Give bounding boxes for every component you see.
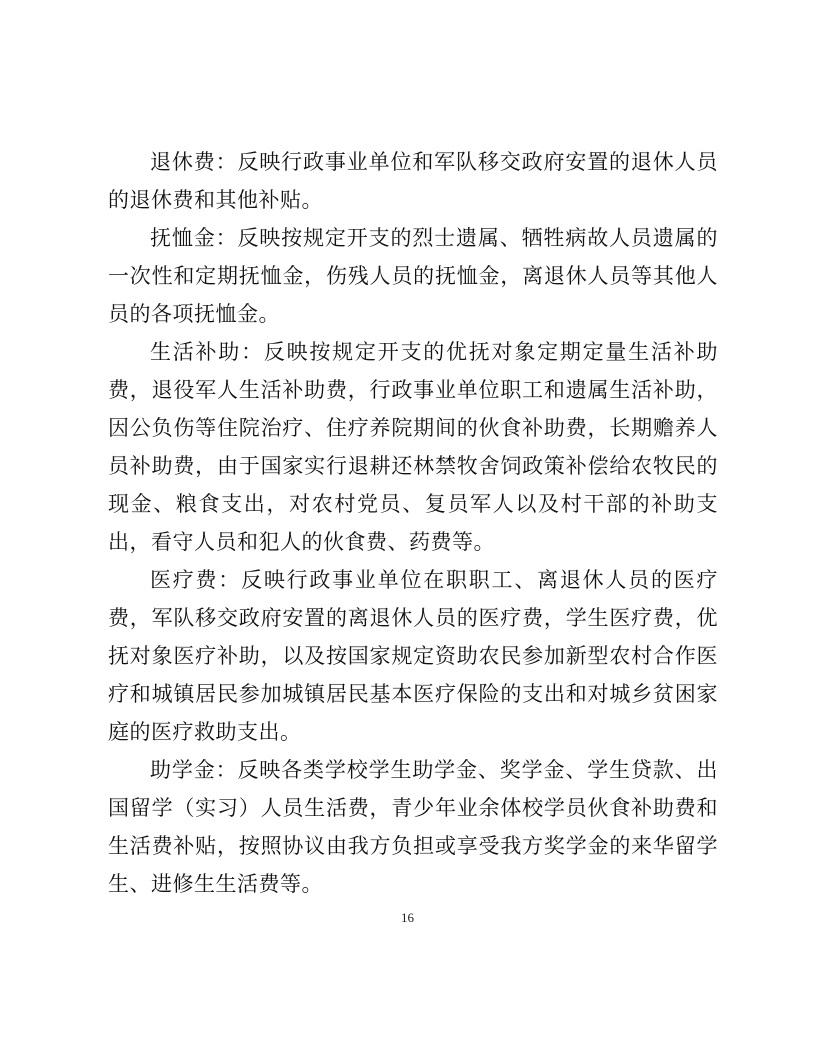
paragraph-medical-expense: 医疗费：反映行政事业单位在职职工、离退休人员的医疗费，军队移交政府安置的离退休人员的医疗费，学生医疗费，优抚对象医疗补助，以及按国家规定资助农民参加新型农村合作医疗和城镇居民参加城镇居民基本医疗保险的支出和对城乡贫困家庭的医疗救助支出。 [108, 568, 718, 744]
paragraph-student-aid: 助学金：反映各类学校学生助学金、奖学金、学生贷款、出国留学（实习）人员生活费，青少年业余体校学员伙食补助费和生活费补贴，按照协议由我方负担或享受我方奖学金的来华留学生、进修生生活费等。 [108, 758, 718, 896]
paragraph-living-subsidy: 生活补助：反映按规定开支的优抚对象定期定量生活补助费，退役军人生活补助费，行政事业单位职工和遗属生活补助，因公负伤等住院治疗、住疗养院期间的伙食补助费，长期赡养人员补助费，由于国家实行退耕还林禁牧舍饲政策补偿给农牧民的现金、粮食支出，对农村党员、复员军人以及村干部的补助支出，看守人员和犯人的伙食费、药费等。 [108, 340, 718, 554]
paragraph-pension: 抚恤金：反映按规定开支的烈士遗属、牺牲病故人员遗属的一次性和定期抚恤金，伤残人员的抚恤金，离退休人员等其他人员的各项抚恤金。 [108, 226, 718, 326]
paragraph-retirement-pay: 退休费：反映行政事业单位和军队移交政府安置的退休人员的退休费和其他补贴。 [108, 150, 718, 212]
page-number: 16 [401, 910, 414, 925]
document-body [108, 143, 718, 903]
